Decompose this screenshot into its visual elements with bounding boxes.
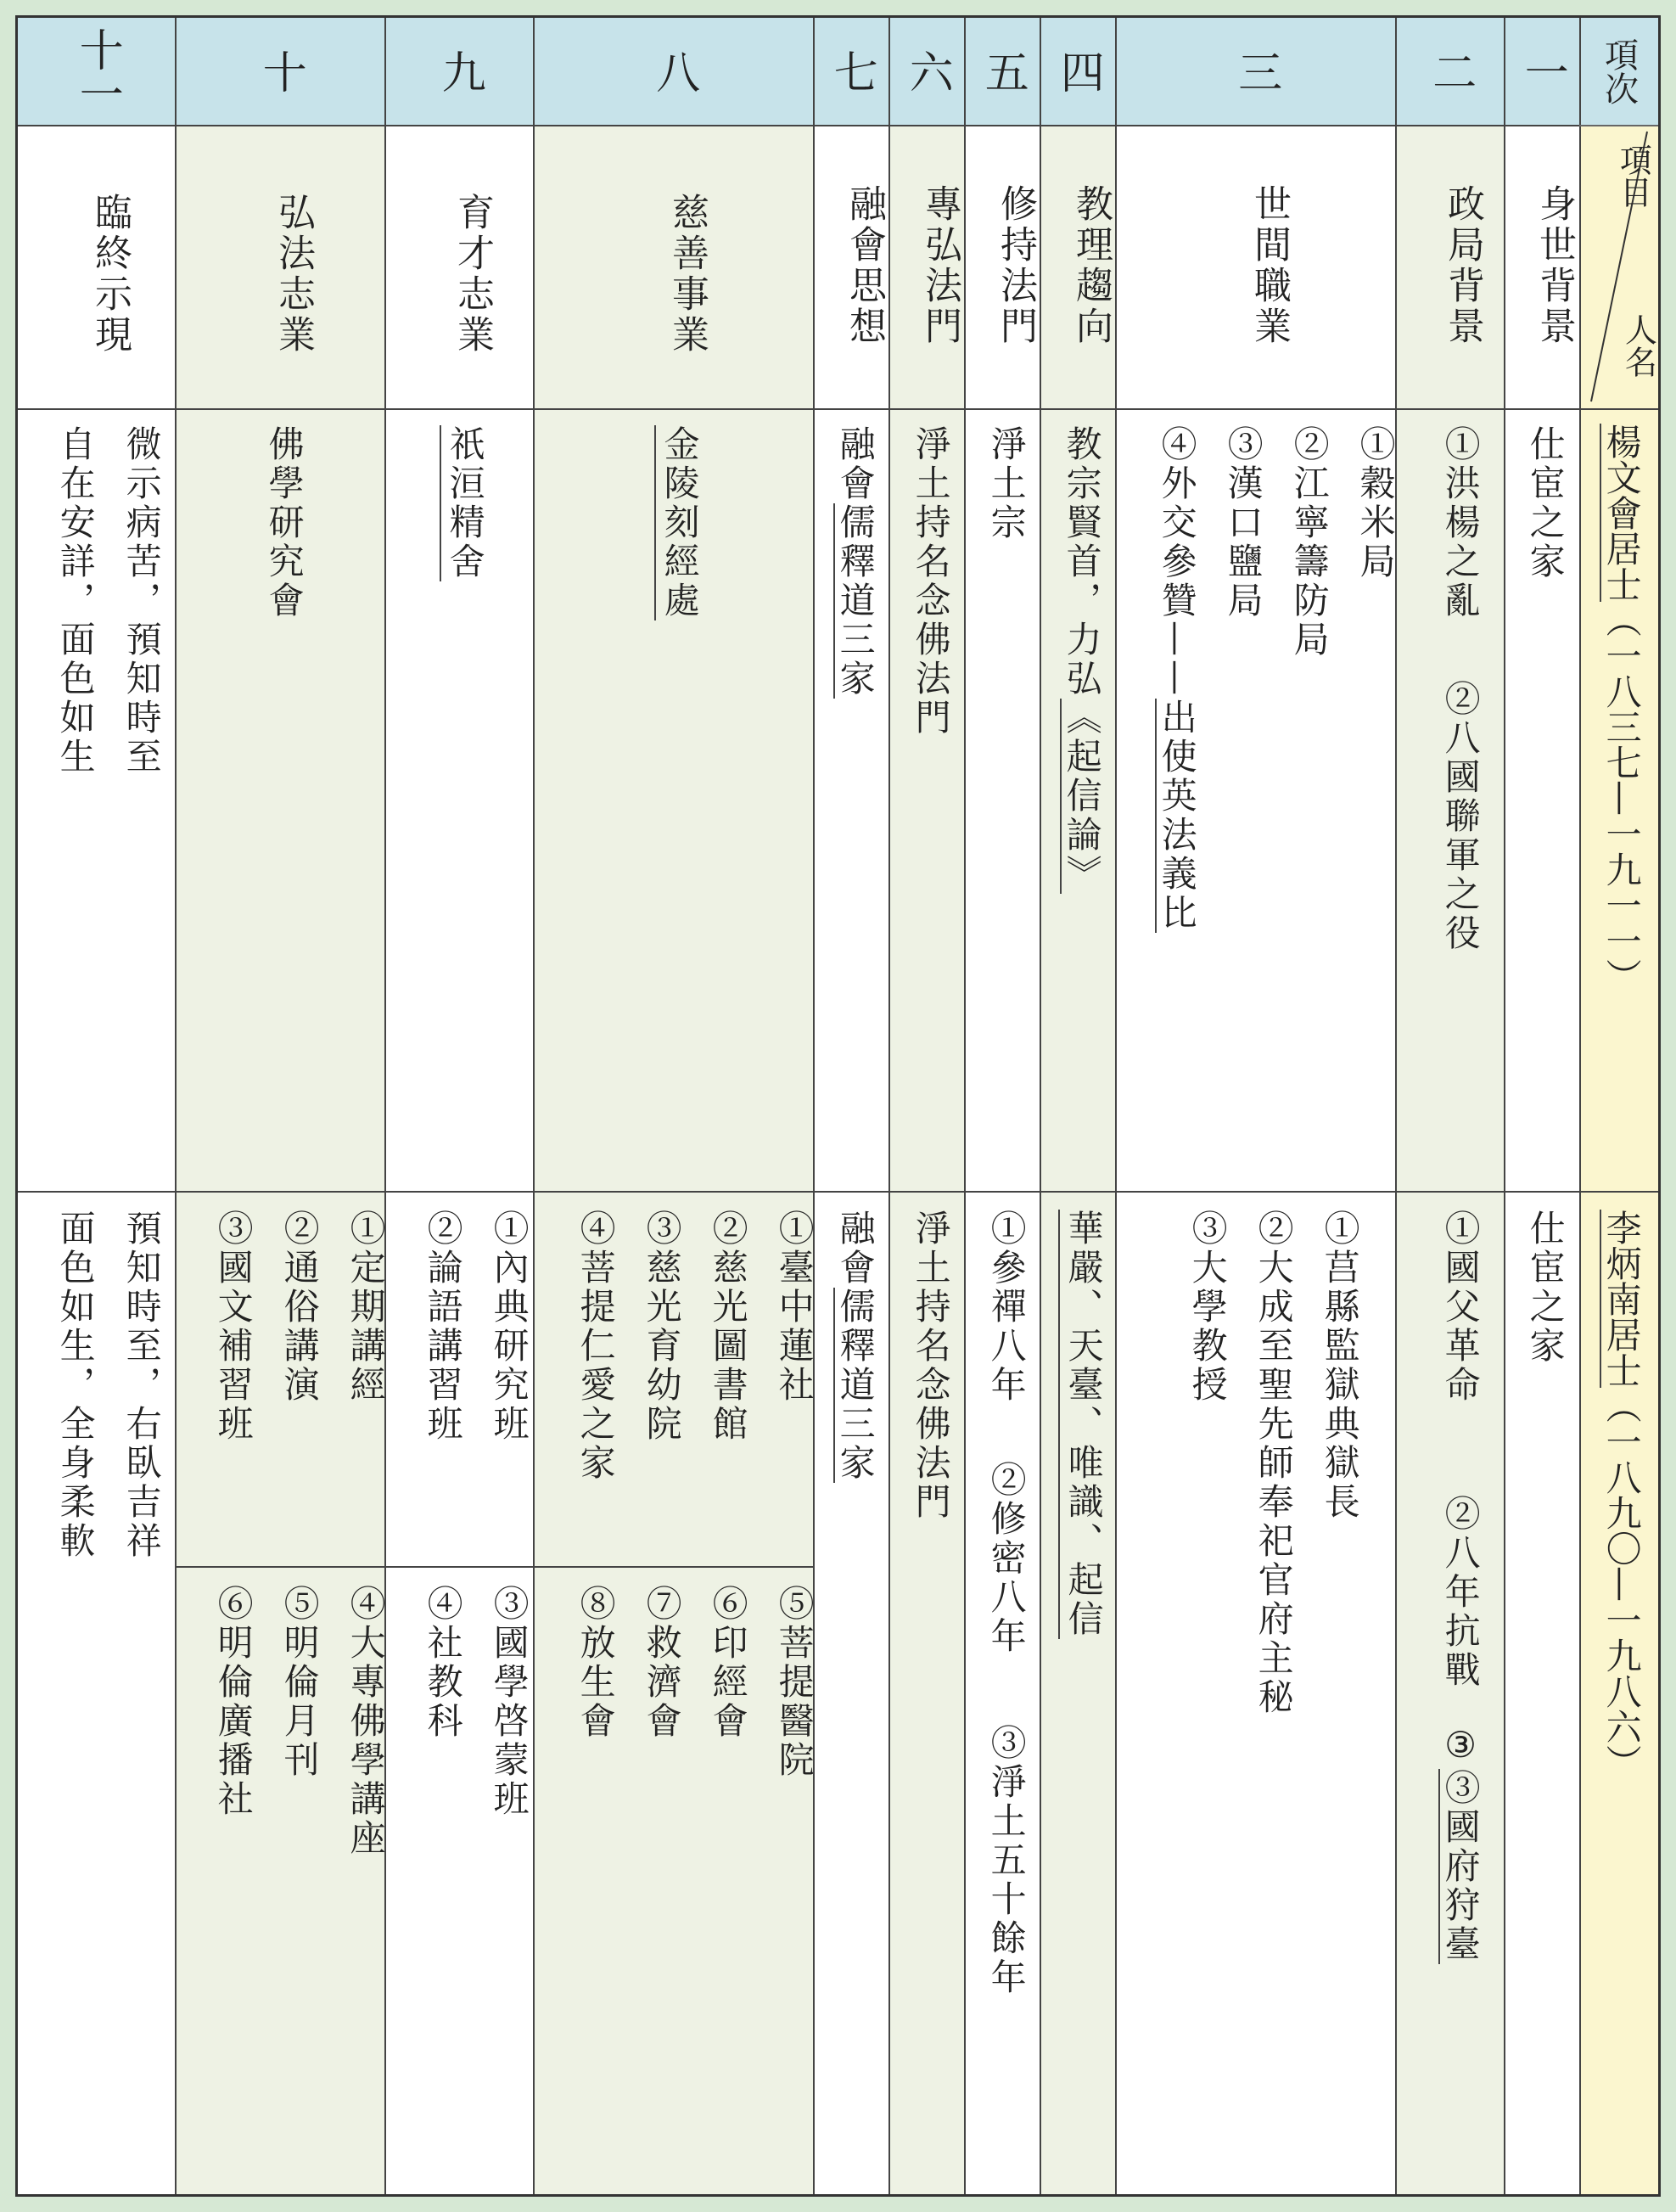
item-label-8: 慈善事業 [665,193,709,356]
yang-charity: 金陵刻經處 [654,425,703,620]
header-col-5: 五 [977,49,1029,93]
header-corner: 項次 [1599,37,1639,105]
yang-dharma: 佛學研究會 [263,425,305,620]
item-label-10: 弘法志業 [272,193,315,356]
yang-doctrine [1058,425,1105,894]
header-col-9: 九 [434,49,485,93]
yang-job-4 [1153,425,1200,933]
li-education-2: ②論語講習班 [422,1210,464,1444]
li-dharma-3: ③國文補習班 [212,1210,255,1444]
yang-practice: 淨土宗 [985,425,1028,542]
item-label-5: 修持法門 [994,184,1037,347]
yang-political-2: ②八國聯軍之役 [1439,680,1482,953]
yang-thought [832,425,878,699]
li-job-2: ②大成至聖先師奉祀官府主秘 [1253,1210,1295,1717]
item-label-2: 政局背景 [1441,184,1484,347]
item-label-1: 身世背景 [1533,184,1576,347]
corner-name-label: 人名 [1619,313,1657,378]
li-specialty: 淨土持名念佛法門 [910,1210,952,1522]
comparison-table [15,15,1661,2197]
header-col-11: 十一 [71,27,123,115]
li-political-3b: ③國府狩臺 [1439,1769,1482,1964]
li-charity-1: ①臺中蓮社 [773,1210,816,1405]
li-name: 李炳南居士 [1600,1210,1643,1388]
li-dharma-1: ①定期講經 [345,1210,387,1405]
li-thought [832,1210,878,1483]
corner-item-label: 項目 [1614,143,1652,208]
yang-political-1: ①洪楊之亂 [1439,425,1482,620]
header-col-2: 二 [1424,49,1476,93]
header-col-6: 六 [901,49,953,93]
yang-thought-a: 融會 [834,425,877,503]
li-charity-5: ⑤菩提醫院 [773,1585,816,1780]
person-name-li [1598,1210,1645,1780]
yang-job-2: ②江寧籌防局 [1288,425,1331,660]
li-dharma-6: ⑥明倫廣播社 [212,1585,255,1819]
li-dates: （一八九〇—一九八六） [1600,1388,1643,1780]
li-background: 仕宦之家 [1524,1210,1567,1366]
li-political-1: ①國父革命 [1439,1210,1482,1405]
li-job-1: ①莒縣監獄典獄長 [1319,1210,1361,1522]
li-charity-8: ⑧放生會 [575,1585,617,1741]
li-charity-4: ④菩提仁愛之家 [575,1210,617,1483]
yang-job-4b: 出使英法義比 [1156,699,1198,933]
header-col-1: 一 [1516,49,1568,93]
li-education-1: ①內典研究班 [488,1210,530,1444]
li-practice-3: ③淨土五十餘年 [985,1724,1028,1997]
li-charity-7: ⑦救濟會 [641,1585,683,1741]
li-dharma-4: ④大專佛學講座 [345,1585,387,1858]
yang-job-3: ③漢口鹽局 [1222,425,1264,620]
li-thought-b: 儒釋道三家 [834,1288,877,1483]
li-charity-3: ③慈光育幼院 [641,1210,683,1444]
yang-job-4a: ④外交參贊—— [1156,425,1198,699]
header-col-7: 七 [826,49,877,93]
header-col-10: 十 [255,49,306,93]
li-thought-a: 融會 [834,1210,877,1288]
li-charity-6: ⑥印經會 [707,1585,749,1741]
li-passing-1: 預知時至，右臥吉祥 [121,1210,163,1561]
item-label-4: 教理趨向 [1069,184,1113,347]
item-label-11: 臨終示現 [88,193,132,356]
header-col-3: 三 [1230,49,1281,93]
yang-passing-1: 微示病苦，預知時至 [121,425,163,777]
li-charity-2: ②慈光圖書館 [707,1210,749,1444]
li-political-2: ②八年抗戰 [1439,1495,1482,1690]
li-dharma-5: ⑤明倫月刊 [278,1585,321,1780]
yang-doctrine-b: 《起信論》 [1061,699,1103,894]
li-education-3: ③國學啓蒙班 [488,1585,530,1819]
header-col-8: 八 [647,49,699,93]
item-label-9: 育才志業 [451,193,494,356]
yang-passing-2: 自在安詳，面色如生 [54,425,97,777]
li-political-3 [1437,1724,1483,1964]
item-label-6: 專弘法門 [918,184,961,347]
yang-thought-b: 儒釋道三家 [834,503,877,699]
yang-background: 仕宦之家 [1524,425,1567,581]
li-job-3: ③大學教授 [1186,1210,1229,1405]
yang-education: 祇洹精舍 [440,425,488,581]
item-label-7: 融會思想 [843,184,886,347]
li-practice-2: ②修密八年 [985,1461,1028,1656]
header-col-4: 四 [1052,49,1104,93]
li-political-3a: ③ [1439,1724,1482,1769]
yang-doctrine-a: 教宗賢首，力弘 [1061,425,1103,699]
yang-specialty: 淨土持名念佛法門 [910,425,952,738]
yang-name: 楊文會居士 [1600,424,1643,602]
yang-job-1: ①穀米局 [1354,425,1397,581]
li-practice-1: ①參禪八年 [985,1210,1028,1405]
li-doctrine: 華嚴、天臺、唯識、起信 [1058,1210,1107,1639]
yang-dates: （一八三七—一九一一） [1600,602,1643,994]
li-education-4: ④社教科 [422,1585,464,1741]
li-passing-2: 面色如生，全身柔軟 [54,1210,97,1561]
li-dharma-2: ②通俗講演 [278,1210,321,1405]
item-label-3: 世間職業 [1247,184,1291,347]
person-name-yang [1598,424,1645,994]
